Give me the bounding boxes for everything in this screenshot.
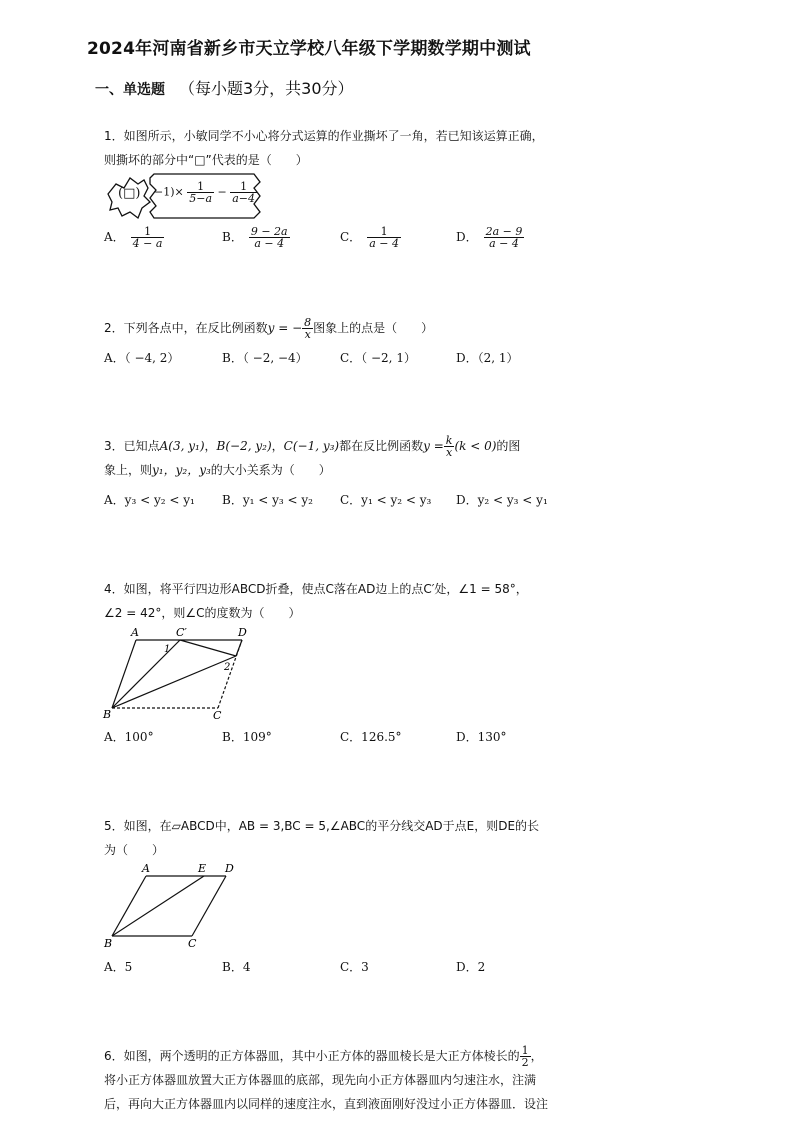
q2-option-d[interactable]: D．（2, 1）	[456, 351, 519, 365]
q5-option-a[interactable]: A．5	[104, 960, 133, 974]
q4-label-c-prime: C′	[176, 626, 187, 639]
q5-label-b: B	[104, 937, 113, 950]
q1-option-d[interactable]: D． $\frac{2a - 9}{a - 4}$	[456, 225, 523, 250]
torn-box-symbol: (□)	[118, 186, 141, 201]
torn-minus: −	[217, 185, 227, 199]
q3-option-d[interactable]: D．y₂ < y₃ < y₁	[456, 493, 548, 507]
q4-parallelogram-figure	[100, 624, 260, 724]
q6-line3: 后，再向大正方体器皿内以同样的速度注水，直到液面刚好没过小正方体器皿．设注	[104, 1097, 549, 1111]
q5-bisector-be	[112, 876, 204, 936]
q4-label-c: C	[213, 709, 222, 722]
q3-line1: 3．已知点A(3, y₁)，B(−2, y₂)，C(−1, y₃)都在反比例函数y = $\frac{k}{x}$ (k < 0)的图	[104, 434, 521, 459]
q4-label-a: A	[131, 626, 139, 639]
q2-stem: 2．下列各点中，在反比例函数y = − $\frac{8}{x}$ 图象上的点是（ ）	[104, 316, 434, 341]
torn-fraction-2: $\frac{1}{a-4}$	[232, 180, 256, 205]
q5-parallelogram-figure	[100, 860, 250, 952]
q4-option-c[interactable]: C．126.5°	[340, 730, 402, 744]
page-title: 2024年河南省新乡市天立学校八年级下学期数学期中测试	[87, 39, 531, 59]
q2-option-c[interactable]: C．（ −2, 1）	[340, 351, 416, 365]
q4-label-d: D	[238, 626, 247, 639]
q6-line2: 将小正方体器皿放置大正方体器皿的底部，现先向小正方体器皿内匀速注水，注满	[104, 1073, 537, 1087]
q4-stem	[104, 577, 528, 625]
q4-angle-2: 2	[224, 662, 231, 673]
q1-option-a[interactable]: A． $\frac{1}{4 - a}$	[104, 225, 163, 250]
torn-expression	[154, 181, 257, 204]
q3-stem	[104, 434, 520, 482]
q4-angle-1: 1	[164, 644, 171, 655]
q5-line2: 为（ ）	[104, 843, 165, 857]
q5-label-a: A	[142, 862, 150, 875]
q3-option-b[interactable]: B．y₁ < y₃ < y₂	[222, 493, 313, 507]
q4-edge-ab	[112, 640, 136, 708]
q1-option-b[interactable]: B． $\frac{9 - 2a}{a - 4}$	[222, 225, 288, 250]
q4-edge-de	[236, 640, 242, 656]
q5-edge-dc	[192, 876, 226, 936]
q4-fold-line	[112, 656, 236, 708]
q1-line1: 1．如图所示，小敏同学不小心将分式运算的作业撕坏了一角，若已知该运算正确，	[104, 129, 544, 143]
q2-option-a[interactable]: A．（ −4, 2）	[104, 351, 180, 365]
q6-line1: 6．如图，两个透明的正方体器皿，其中小正方体的器皿棱长是大正方体棱长的 $\frac{1}{2}$ ，	[104, 1044, 543, 1069]
section-points: （每小题3分，共30分）	[179, 79, 354, 98]
q2-fraction: $\frac{8}{x}$	[304, 316, 312, 341]
q1-option-c[interactable]: C． $\frac{1}{a - 4}$	[340, 225, 399, 250]
q4-line2: ∠2 = 42°，则∠C的度数为（ ）	[104, 606, 301, 620]
q4-line1: 4．如图，将平行四边形ABCD折叠，使点C落在AD边上的点C′处，∠1 = 58°，	[104, 582, 528, 596]
section-label: 一、单选题	[95, 82, 165, 98]
q5-option-c[interactable]: C．3	[340, 960, 369, 974]
q6-fraction: $\frac{1}{2}$	[521, 1044, 529, 1069]
torn-fraction-1: $\frac{1}{5-a}$	[189, 180, 213, 205]
q5-stem	[104, 814, 539, 862]
q3-option-a[interactable]: A．y₃ < y₂ < y₁	[104, 493, 195, 507]
q4-fold-c1e	[180, 640, 236, 656]
q3-fraction: $\frac{k}{x}$	[445, 434, 453, 459]
q6-stem	[104, 1044, 548, 1116]
q3-option-c[interactable]: C．y₁ < y₂ < y₃	[340, 493, 432, 507]
q5-option-d[interactable]: D．2	[456, 960, 486, 974]
q5-edge-ab	[112, 876, 146, 936]
q1-stem	[104, 124, 544, 172]
q2-function: y = −	[267, 321, 303, 335]
section-heading	[95, 76, 354, 99]
q4-option-d[interactable]: D．130°	[456, 730, 507, 744]
q4-option-a[interactable]: A．100°	[104, 730, 154, 744]
q4-label-b: B	[103, 708, 112, 721]
q2-option-b[interactable]: B．（ −2, −4）	[222, 351, 308, 365]
q5-label-e: E	[198, 862, 207, 875]
q1-line2: 则撕坏的部分中“□”代表的是（ ）	[104, 153, 308, 167]
q5-line1: 5．如图，在▱ABCD中，AB = 3,BC = 5,∠ABC的平分线交AD于点E，则DE的长	[104, 819, 540, 833]
q1-torn-figure	[104, 172, 269, 220]
q5-option-b[interactable]: B．4	[222, 960, 251, 974]
q5-label-d: D	[225, 862, 234, 875]
torn-expr-prefix: −1)×	[154, 185, 184, 199]
q3-line2: 象上，则y₁，y₂，y₃的大小关系为（ ）	[104, 463, 331, 477]
q5-label-c: C	[188, 937, 197, 950]
q4-option-b[interactable]: B．109°	[222, 730, 272, 744]
